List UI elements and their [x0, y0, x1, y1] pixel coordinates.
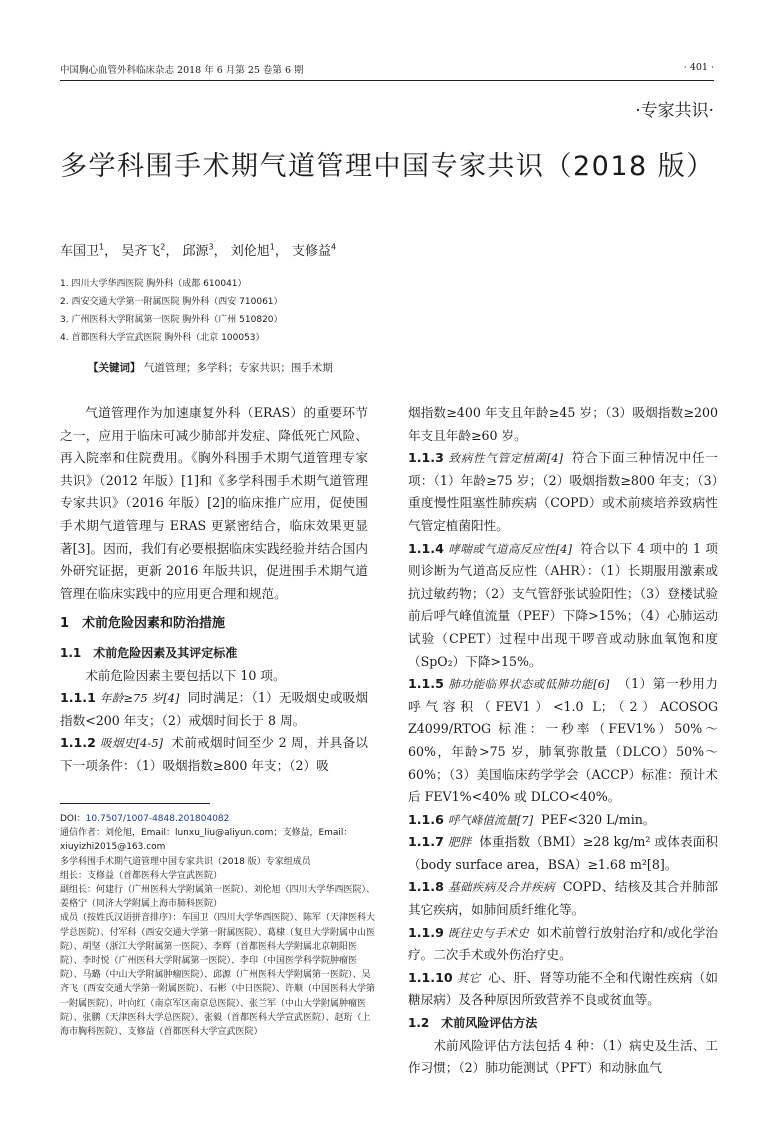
journal-header: 中国胸心血管外科临床杂志 2018 年 6 月第 25 卷第 6 期 [60, 65, 304, 76]
expert-group-title: 多学科围手术期气道管理中国专家共识（2018 版）专家组成员 [60, 856, 311, 867]
affiliation: 1. 四川大学华西医院 胸外科（成都 610041） [60, 279, 247, 289]
affiliation: 3. 广州医科大学附属第一医院 胸外科（广州 510820） [60, 315, 283, 325]
affiliation: 4. 首都医科大学宣武医院 胸外科（北京 100053） [60, 333, 265, 343]
doi-line: DOI：10.7507/1007-4848.201804082 [60, 814, 230, 824]
section-1-1-heading: 1.1 术前危险因素及其评定标准 [60, 645, 238, 660]
affiliations [60, 275, 283, 347]
affiliation: 2. 西安交通大学第一附属医院 胸外科（西安 710061） [60, 297, 283, 307]
header-rule [60, 80, 714, 81]
item-1-1-3: 1.1.3 致病性气管定植菌[4] 符合下面三种情况中任一项：（1）年龄≥75 岁；（2）吸烟指数≥800 年支；（3）重度慢性阻塞性肺疾病（COPD）或术前痰培养致病性气管定植菌阳性。 [408, 450, 718, 533]
group-members: 成员（按姓氏汉语拼音排序）：车国卫（四川大学华西医院）、陈军（天津医科大学总医院）、付军科（西安交通大学第一附属医院）、葛棣（复旦大学附属中山医院）、胡坚（浙江大学附属第一医院）、李辉（首都医科大学附属北京朝阳医院）、李时悦（广州医科大学附属第一医院）、李印（中国医学科学院肿瘤医院）、马璐（中山大学附属肿瘤医院）、邱源（广州医科大学附属第一医院）、吴齐飞（西安交通大学第一附属医院）、石彬（中日医院）、许顺（中国医科大学第一附属医院）、叶向红（南京军区南京总医院）、张兰军（中山大学附属肿瘤医院）、张鹏（天津医科大学总医院）、张毅（首都医科大学宣武医院）、赵珩（上海市胸科医院）、支修益（首都医科大学宣武医院） [60, 913, 376, 1038]
keywords [88, 360, 333, 375]
author-list: 车国卫$^1$， 吴齐飞$^2$， 邱源$^3$， 刘伦旭$^1$， 支修益$^4$ [60, 242, 337, 259]
right-column [408, 402, 718, 1080]
item-1-1-8: 1.1.8 基础疾病及合并疾病 COPD、结核及其合并肺部其它疾病，如肺间质纤维化等。 [408, 879, 718, 918]
author: 支修益$^4$ [292, 242, 337, 259]
item-1-1-9: 1.1.9 既往史与手术史 如术前曾行放射治疗和/或化学治疗。二次手术或外伤治疗史。 [408, 924, 719, 963]
keywords-label: 【关键词】 [88, 362, 141, 374]
section-tag: ·专家共识· [635, 101, 714, 121]
footnote-rule [60, 803, 210, 804]
paragraph: 术前风险评估方法包括 4 种：（1）病史及生活、工作习惯；（2）肺功能测试（PFT）和动脉血气 [408, 1037, 718, 1076]
item-1-1-10: 1.1.10 其它 心、肝、肾等功能不全和代谢性疾病（如糖尿病）及各种原因所致营养不良或贫血等。 [408, 969, 719, 1008]
group-vice-leaders: 副组长：何建行（广州医科大学附属第一医院）、刘伦旭（四川大学华西医院）、姜格宁（同济大学附属上海市肺科医院） [60, 885, 376, 910]
author: 刘伦旭$^1$ [230, 242, 275, 259]
section-1-heading: 1 术前危险因素和防治措施 [60, 616, 226, 632]
article-title: 多学科围手术期气道管理中国专家共识（2018 版） [60, 151, 715, 182]
item-1-1-2: 1.1.2 吸烟史[4-5] 术前戒烟时间至少 2 周，并具备以下一项条件：（1）吸烟指数≥800 年支；（2）吸 [60, 735, 368, 773]
intro-paragraph: 气道管理作为加速康复外科（ERAS）的重要环节之一，应用于临床可减少肺部并发症、降低死亡风险、再入院率和住院费用。《胸外科围手术期气道管理专家共识》（2012 年版）[1]和《多学科围手术期气道管理专家共识》（2016 年版）[2]的临床推广应用，促使围手术期气道管理与 ERAS 更紧密结合，临床效果更显著[3]。因而，我们有必要根据临床实践经验并结合国内外研究证据，更新 2016 年版共识，促进围手术期气道管理在临床实践中的应用更合理和规范。 [60, 405, 368, 601]
author: 车国卫$^1$ [60, 242, 105, 259]
item-1-1-4: 1.1.4 哮喘或气道高反应性[4] 符合以下 4 项中的 1 项则诊断为气道高反应性（AHR）：（1）长期服用激素或抗过敏药物；（2）支气管舒张试验阳性；（3）登楼试验前后呼气峰值流量（PEF）下降>15%；（4）心肺运动试验（CPET）过程中出现干啰音或动脉血氧饱和度（SpO₂）下降>15%。 [408, 540, 718, 669]
item-1-1-7: 1.1.7 肥胖 体重指数（BMI）≥28 kg/m² 或体表面积（body surface area，BSA）≥1.68 m²[8]。 [408, 834, 718, 872]
page-number: · 401 · [683, 62, 714, 73]
paragraph: 术前危险因素主要包括以下 10 项。 [85, 667, 286, 683]
section-1-2-heading: 1.2 术前风险评估方法 [408, 1016, 538, 1031]
left-column [60, 402, 368, 778]
item-1-1-6: 1.1.6 呼气峰值流量[7] PEF<320 L/min。 [408, 811, 656, 827]
doi-link[interactable]: 10.7507/1007-4848.201804082 [85, 814, 230, 824]
corresponding-author: 通信作者：刘伦旭，Email：lunxu_liu@aliyun.com；支修益，Email：xiuyizhi2015@163.com [60, 828, 353, 853]
author: 邱源$^3$ [182, 242, 214, 259]
keywords-text: 气道管理；多学科；专家共识；围手术期 [143, 362, 333, 374]
footnotes [60, 812, 376, 1039]
author: 吴齐飞$^2$ [121, 242, 166, 259]
item-1-1-1: 1.1.1 年龄≥75 岁[4] 同时满足：（1）无吸烟史或吸烟指数<200 年支；（2）戒烟时间长于 8 周。 [60, 690, 368, 728]
group-leader: 组长：支修益（首都医科大学宣武医院） [60, 870, 223, 881]
paragraph-continued: 烟指数≥400 年支且年龄≥45 岁；（3）吸烟指数≥200 年支且年龄≥60 岁。 [408, 405, 718, 443]
item-1-1-5: 1.1.5 肺功能临界状态或低肺功能[6] （1）第一秒用力呼气容积（FEV1）<1.0 L；（2）ACOSOG Z4099/RTOG 标准：一秒率（FEV1%）50%～60%，年龄>75 岁，肺氧弥散量（DLCO）50%～60%；（3）美国临床药学学会（ACCP）标准：预计术后 FEV1%<40% 或 DLCO<40%。 [408, 676, 718, 805]
